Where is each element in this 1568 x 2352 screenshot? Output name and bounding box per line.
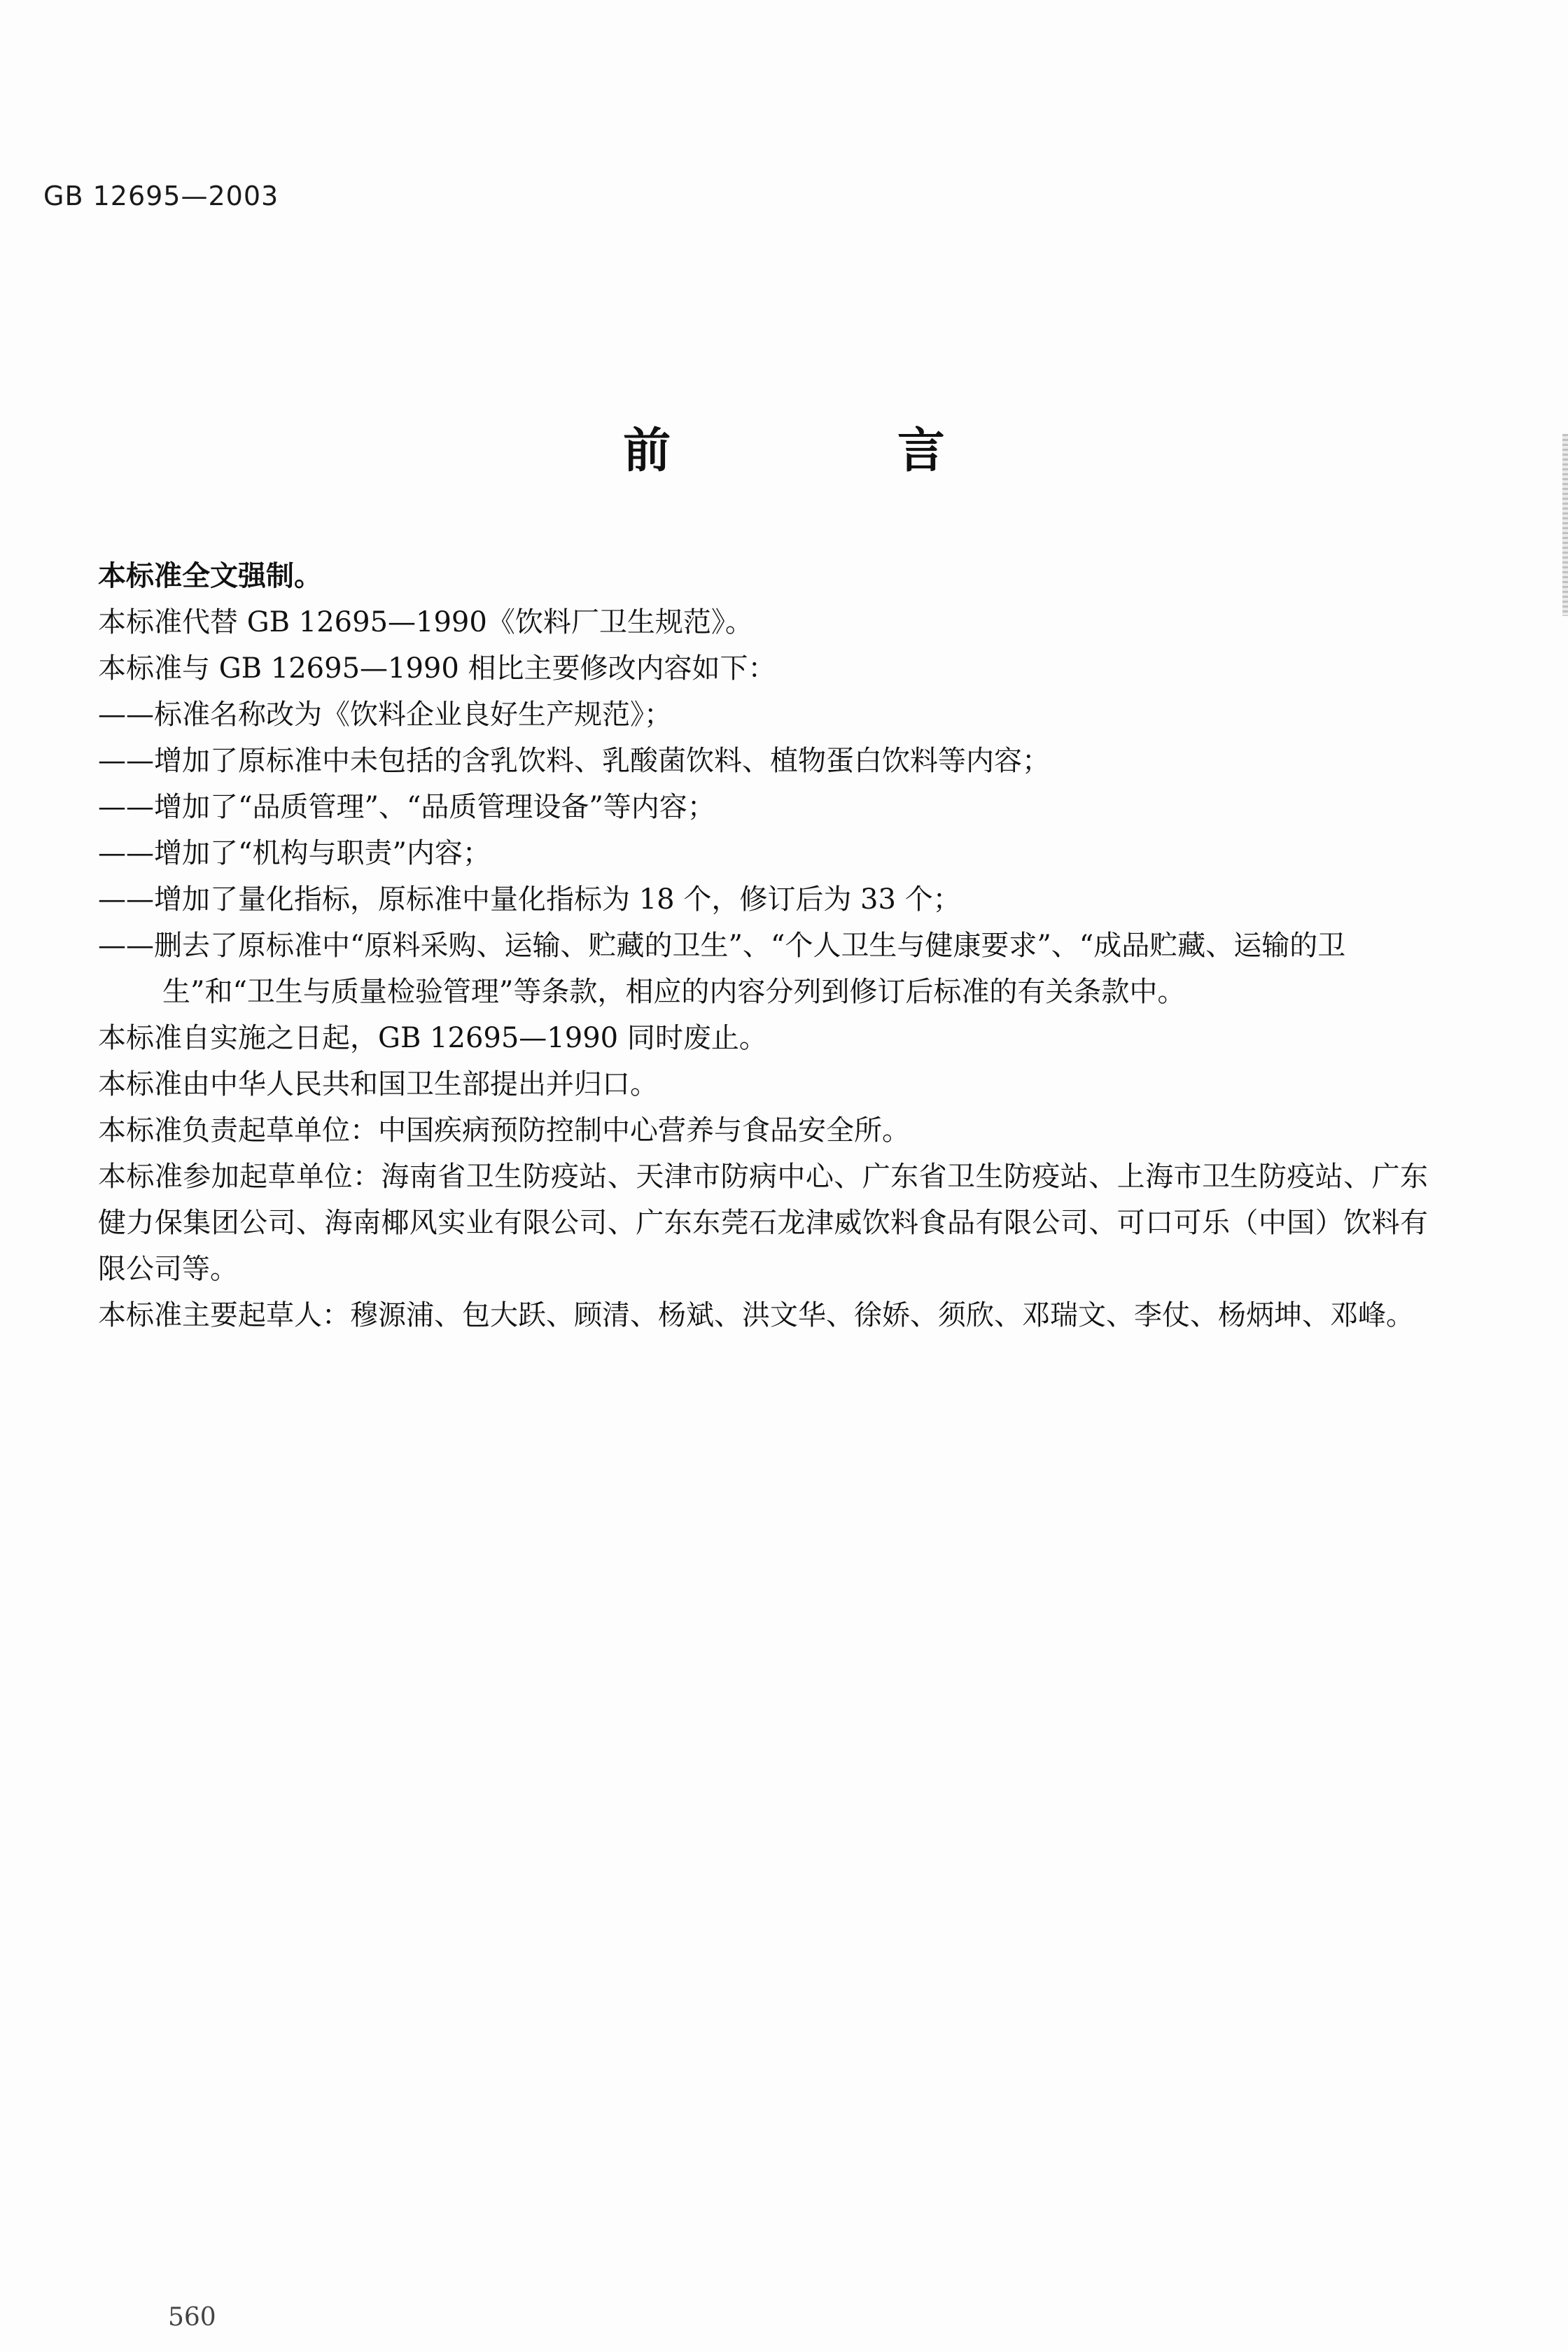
paragraph-proposer: 本标准由中华人民共和国卫生部提出并归口。 xyxy=(98,1068,658,1100)
page-title: 前 言 xyxy=(623,424,1050,479)
scan-edge-mark xyxy=(1562,434,1568,616)
paragraph-replaces: 本标准代替 GB 12695—1990《饮料厂卫生规范》。 xyxy=(98,606,753,638)
paragraph-abolish: 本标准自实施之日起，GB 12695—1990 同时废止。 xyxy=(98,1022,767,1054)
paragraph-mandatory: 本标准全文强制。 xyxy=(98,560,322,592)
change-item-quality: ——增加了“品质管理”、“品质管理设备”等内容； xyxy=(98,791,715,823)
change-item-name: ——标准名称改为《饮料企业良好生产规范》； xyxy=(98,699,672,731)
change-item-organization: ——增加了“机构与职责”内容； xyxy=(98,837,491,869)
paragraph-drafters: 本标准主要起草人：穆源浦、包大跃、顾清、杨斌、洪文华、徐娇、须欣、邓瑞文、李仗、杨炳坤、邓峰。 xyxy=(98,1299,1414,1331)
change-item-indicators: ——增加了量化指标，原标准中量化指标为 18 个，修订后为 33 个； xyxy=(98,883,961,916)
change-item-removed-cont: 生”和“卫生与质量检验管理”等条款，相应的内容分列到修订后标准的有关条款中。 xyxy=(162,976,1186,1008)
change-item-removed: ——删去了原标准中“原料采购、运输、贮藏的卫生”、“个人卫生与健康要求”、“成品贮藏、运输的卫 xyxy=(98,930,1346,962)
paragraph-participants xyxy=(98,1154,1428,1292)
change-item-beverages: ——增加了原标准中未包括的含乳饮料、乳酸菌饮料、植物蛋白饮料等内容； xyxy=(98,745,1050,777)
paragraph-changes-intro: 本标准与 GB 12695—1990 相比主要修改内容如下： xyxy=(98,652,776,685)
paragraph-lead-drafter: 本标准负责起草单位：中国疾病预防控制中心营养与食品安全所。 xyxy=(98,1114,910,1147)
foreword-body xyxy=(98,553,1428,1338)
standard-code: GB 12695—2003 xyxy=(43,181,279,211)
page-number: 560 xyxy=(168,2303,216,2332)
participants-text: 本标准参加起草单位：海南省卫生防疫站、天津市防病中心、广东省卫生防疫站、上海市卫生防疫站、广东健力保集团公司、海南椰风实业有限公司、广东东莞石龙津威饮料食品有限公司、可口可乐（中国）饮料有限公司等。 xyxy=(98,1161,1428,1285)
